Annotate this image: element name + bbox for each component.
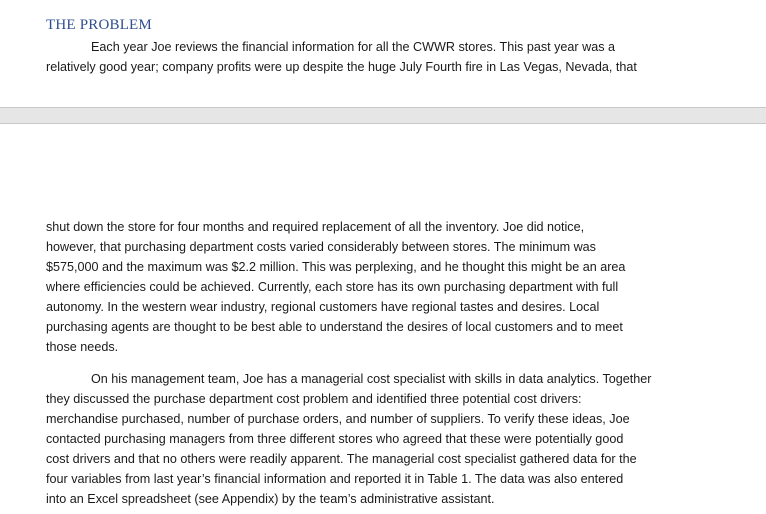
text-line: into an Excel spreadsheet (see Appendix) by the team’s administrative assistant. [46,492,495,506]
text-line: On his management team, Joe has a managerial cost specialist with skills in data analytics. Together [91,372,652,386]
paragraph-continuation[interactable] [46,217,686,357]
text-line: four variables from last year’s financial information and reported it in Table 1. The data was also entered [46,472,624,486]
text-line: shut down the store for four months and required replacement of all the inventory. Joe did notice, [46,220,585,234]
text-line: $575,000 and the maximum was $2.2 million. This was perplexing, and he thought this might be an area [46,260,626,274]
text-line: they discussed the purchase department cost problem and identified three potential cost drivers: [46,392,582,406]
paragraph-intro[interactable] [46,37,686,77]
text-line: cost drivers and that no others were readily apparent. The managerial cost specialist gathered data for the [46,452,637,466]
text-line: merchandise purchased, number of purchase orders, and number of suppliers. To verify these ideas, Joe [46,412,630,426]
document-page-bottom [0,124,766,514]
text-line: those needs. [46,340,119,354]
text-line: contacted purchasing managers from three different stores who agreed that these were potentially good [46,432,624,446]
text-line: relatively good year; company profits were up despite the huge July Fourth fire in Las Vegas, Nevada, that [46,60,637,74]
text-line: however, that purchasing department costs varied considerably between stores. The minimum was [46,240,596,254]
text-line: purchasing agents are thought to be best able to understand the desires of local customers and to meet [46,320,623,334]
page-break-separator [0,107,766,124]
document-page-top [0,0,766,107]
paragraph-management-team[interactable] [46,369,686,509]
text-line: autonomy. In the western wear industry, regional customers have regional tastes and desires. Local [46,300,600,314]
text-line: Each year Joe reviews the financial information for all the CWWR stores. This past year was a [91,40,616,54]
text-line: where efficiencies could be achieved. Currently, each store has its own purchasing department with full [46,280,619,294]
section-heading: THE PROBLEM [46,17,152,33]
